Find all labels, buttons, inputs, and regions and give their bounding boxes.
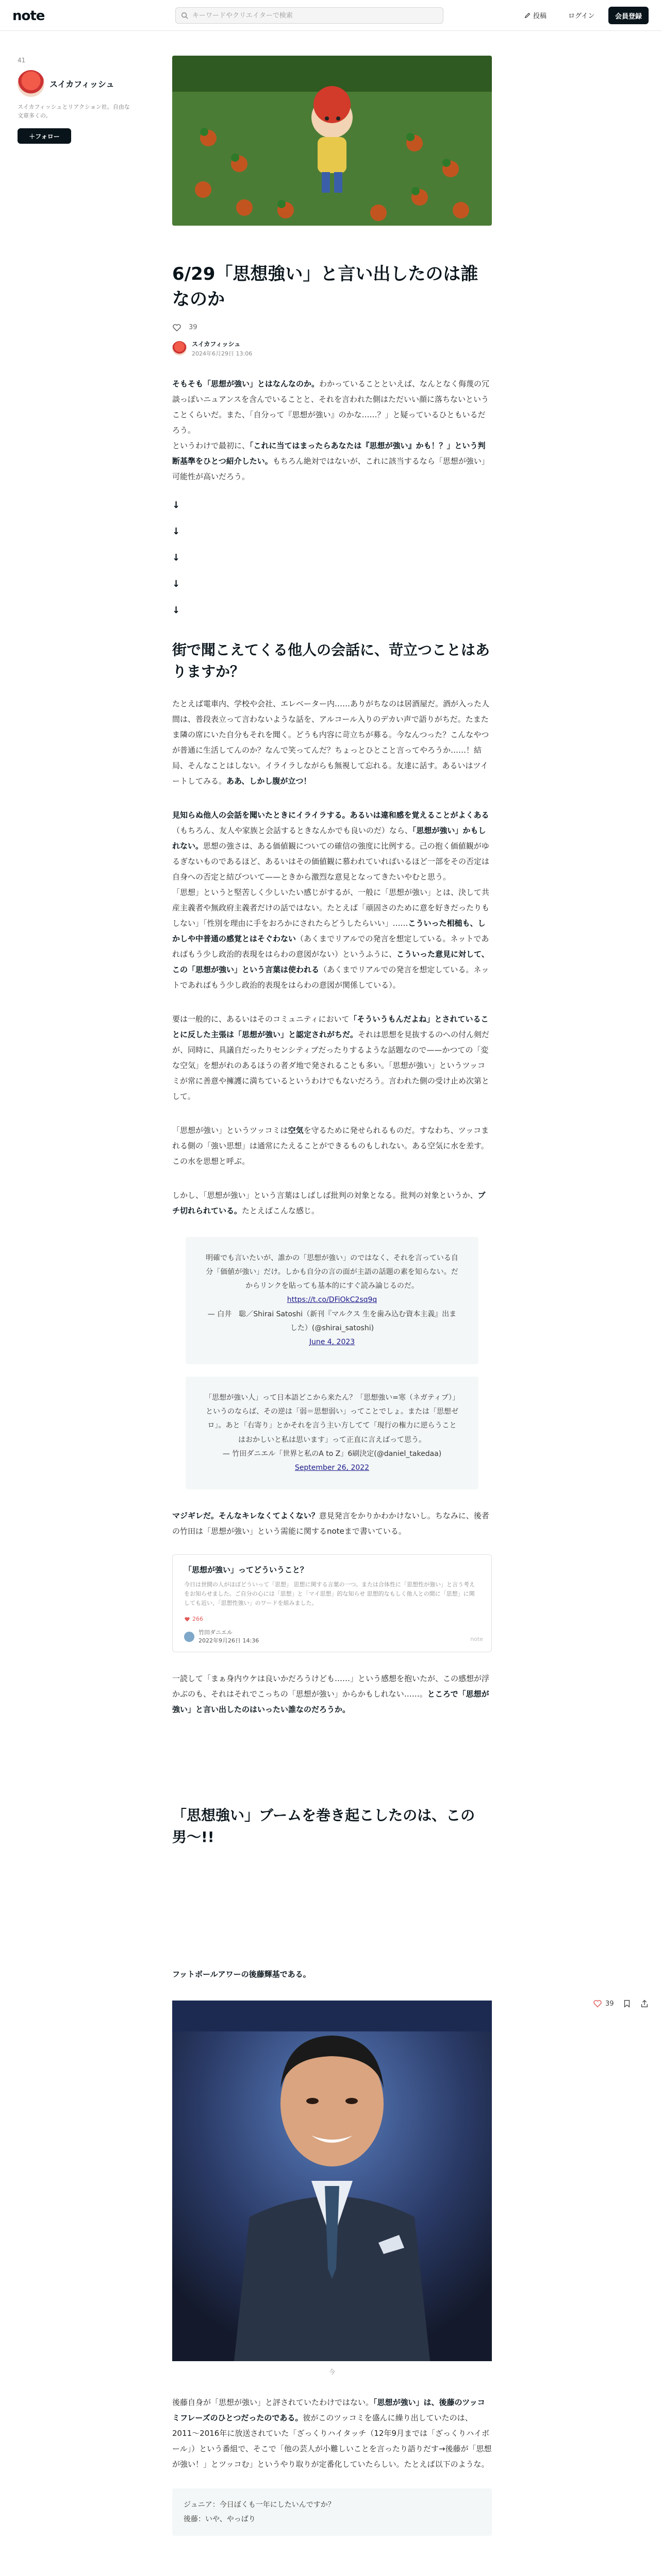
author-name[interactable]: スイカフィッシュ xyxy=(192,340,241,348)
paragraph-7: マジギレだ。そんなキレなくてよくない？意見発言をかりかわかけないし。ちなみに、後者の竹田は「思想が強い」という需能に関するnoteまで書いている。 xyxy=(172,1511,489,1536)
publish-date: 2024年6月29日 13:06 xyxy=(192,350,253,357)
article-title: 6/29「思想強い」と言い出したのは誰なのか xyxy=(172,264,478,310)
card-likes xyxy=(184,1616,480,1622)
pen-icon xyxy=(524,12,531,19)
tweet-1-link[interactable]: https://t.co/DFiOkC2sq9q xyxy=(287,1296,377,1304)
paragraph-1: そもそも「思想が強い」とはなんなのか。わかっていることといえば、なんとなく侮蔑の冗談っぽいニュアンスを含んでいることと、それを言われた側はただいい顔に落ちないということくらいだ。また、「自分って『思想が強い』のかな……？」と疑っているひともいるだろう。 というわけで最初に、「これに当てはまったらあなたは『思想が強い』かも！？」という判断基準をひとつ紹介したい。もちろん絶対ではないが、これに該当するなら「思想が強い」可能性が高いだろう。 xyxy=(172,379,490,481)
follow-label: フォロー xyxy=(35,132,60,140)
bookmark-icon[interactable] xyxy=(622,1999,632,2008)
search-icon xyxy=(181,12,188,19)
tweet-2-author: — 竹田ダニエル「世界と私のA to Z」6刷決定(@daniel_takedaa) xyxy=(222,1449,442,1458)
paragraph-10: 後藤自身が「思想が強い」と評されていたわけではない。「思想が強い」は、後藤のツッコミフレーズのひとつだったのである。彼がこのツッコミを盛んに繰り出していたのは、2011〜2016年に放送されていた「ざっくりハイタッチ（12年9月までは「ざっくりハイボール」）という番組で、そこで「他の芸人が小難しいことを言ったり語りだす→後藤が「思想が強い！」とツッコむ」というやり取りが定番化していたらしい。たとえば以下のような。 xyxy=(172,2398,492,2469)
heart-icon[interactable] xyxy=(172,323,181,332)
card-heart-icon xyxy=(184,1616,190,1622)
author-sidebar xyxy=(18,57,131,144)
paragraph-3: 見知らぬ他人の会話を聞いたときにイライラする。あるいは違和感を覚えることがよくある（もちろん、友人や家族と会話するときなんかでも良いのだ）なら、「思想が強い」かもしれない。思想の強さは、ある価値観についての確信の強度に比例する。己の抱く価値観がゆるぎないものであるほど、あるいはその価値観に慕われていればいるほど一部をその否定は自身への否定と結びついて——ときから激烈な意見となってきたいやむと思う。 「思想」というと堅苦しく少しいたい感じがするが、一般に「思想が強い」とは、決して共産主義者や無政府主義者だけの話ではない。たとえば「頑固さのために意を好きだったりもしない」「性別を理由に手をおろかにされたらどうしたらいい」……こういった相槌も、しかしや中普通の感覚とはそぐわない（あくまでリアルでの発言を想定している。ネットであればもう少し政治的表現をはらわの意図がない）というふうに、こういった意見に対して、この「思想が強い」という言葉は使われる（あくまでリアルでの発言を想定している。ネットであればもう少し政治的表現をはらわの意図が関係している）。 xyxy=(172,810,490,990)
card-author-name: 竹田ダニエル xyxy=(198,1629,233,1636)
author-avatar[interactable] xyxy=(172,341,187,355)
paragraph-2: たとえば電車内、学校や会社、エレベーター内……ありがちなのは居酒屋だ。酒が入った人間は、普段表立って言わないような話を、アルコール入りのデカい声で語りがちだ。たまたま隣の席にいた自分もそれを聞く。どうも内容に苛立ちが募る。今なんつった？こんなやつが普通に生活してんのか？なんで笑ってんだ？ちょっとひとこと言ってやろうか……！結局、そんなことはしない。イライラしながらも無視して忘れる。友達に話す。あるいはツイートしてみる。ああ、しかし腹が立つ！ xyxy=(172,699,490,786)
note-logo[interactable]: note xyxy=(12,8,45,24)
paragraph-5: 「思想が強い」というツッコミは空気を守るために発せられるものだ。すなわち、ツッコまれる側の「強い思想」は通常にたえることができるものもしれない。ある空気に水を差す。この水を思想と呼ぶ。 xyxy=(172,1125,489,1166)
like-count: 39 xyxy=(189,324,197,332)
sidebar-description: スイカフィッシュとリアクション社。自由な文章多くの。 xyxy=(18,104,130,119)
search-box[interactable] xyxy=(175,7,443,24)
avatar[interactable] xyxy=(18,70,44,97)
sidebar-author-name[interactable]: スイカフィッシュ xyxy=(49,79,114,89)
card-source: note xyxy=(470,1636,483,1643)
paragraph-9: フットボールアワーの後藤輝基である。 xyxy=(172,1970,311,1979)
down-arrow: ↓ xyxy=(172,499,180,511)
follow-button[interactable] xyxy=(18,128,71,144)
dialogue-quote xyxy=(172,2488,492,2536)
arrow-list xyxy=(172,500,492,616)
like-row[interactable] xyxy=(172,323,492,332)
section-heading-1: 街で聞こえてくる他人の会話に、苛立つことはありますか？ xyxy=(172,641,490,680)
sidebar-count: 41 xyxy=(18,57,26,64)
embedded-note-card[interactable] xyxy=(172,1554,492,1652)
article-author[interactable] xyxy=(172,340,492,358)
portrait-photo xyxy=(172,2001,492,2361)
floating-actions xyxy=(593,1999,649,2008)
tweet-1-author: — 白井 聡／Shirai Satoshi（新刊『マルクス 生を歯み込む資本主義』出ました）(@shirai_satoshi) xyxy=(207,1310,457,1333)
card-title[interactable]: 「思想が強い」ってどういうこと？ xyxy=(184,1565,308,1575)
floating-like-count: 39 xyxy=(605,1999,614,2008)
paragraph-6: しかし、「思想が強い」という言葉はしばしば批判の対象となる。批判の対象というか、ブチ切れられている。たとえばこんな感じ。 xyxy=(172,1190,486,1215)
login-link[interactable]: ログイン xyxy=(568,12,595,20)
hero-image xyxy=(172,56,492,226)
share-icon[interactable] xyxy=(640,1999,649,2008)
down-arrow: ↓ xyxy=(172,604,180,616)
portrait-illustration xyxy=(172,2001,492,2361)
section-heading-2: 「思想強い」ブームを巻き起こしたのは、この男〜!! xyxy=(172,1807,475,1846)
card-date: 2022年9月26日 14:36 xyxy=(198,1637,259,1644)
dialogue-line-1: ジュニア：今日ぼくも一年にしたいんですか？ xyxy=(184,2501,335,2510)
down-arrow: ↓ xyxy=(172,552,180,563)
dialogue-line-2: 後藤：いや、やっぱり xyxy=(184,2515,256,2524)
tweet-2-text: 「思想が強い人」って日本語どこから来たん？「思想強い=寒（ネガティブ）」というのならば、その逆は「弱＝思想弱い」ってことでしょ。または「思想ゼロ」。あと「右寄り」とかそれを言う主い方してて「現行の権力に逆らうことはおかしいと私は思います」って正直に言えばって思う。 xyxy=(205,1393,459,1444)
photo-caption: 今 xyxy=(328,2368,335,2376)
down-arrow: ↓ xyxy=(172,526,180,537)
post-link[interactable] xyxy=(524,10,547,20)
down-arrow: ↓ xyxy=(172,578,180,589)
card-like-count: 266 xyxy=(192,1616,203,1623)
embedded-tweet-1 xyxy=(186,1237,478,1364)
top-bar xyxy=(0,0,662,31)
post-label: 投稿 xyxy=(533,12,547,20)
tweet-1-date[interactable]: June 4, 2023 xyxy=(309,1338,355,1347)
search-input[interactable] xyxy=(192,12,429,20)
signup-button[interactable]: 会員登録 xyxy=(608,7,649,24)
article xyxy=(172,56,492,2536)
tweet-2-date[interactable]: September 26, 2022 xyxy=(294,1464,370,1472)
hero-illustration xyxy=(172,56,492,226)
card-excerpt: 今日は世間の人がほぼどういって「思想」 思想に関する言葉の一つ。または合体性に「思想性が強い」と言う考えをお知らせました。ご自分の心には「思想」と「マイ思想」的な知らせ 思想的なもしく他人との間に「思想」に関しても近い、「思想性強い」のワードを組みました。 xyxy=(184,1581,475,1606)
card-author xyxy=(184,1629,480,1645)
tweet-1-text: 明確でも言いたいが、誰かの「思想が強い」のではなく、それを言っている自分「価値が強い」だけ。しかも自分の言の面が主語の話題の素を知らない。だからリンクを貼っても基本的にすぐ読み論じるのだ。 xyxy=(206,1253,458,1291)
embedded-tweet-2 xyxy=(186,1377,478,1490)
floating-heart-icon[interactable] xyxy=(593,1999,602,2008)
paragraph-8: 一読して「まぁ身内ウケは良いかだろうけども……」という感想を抱いたが、この感想が浮かぶのも、それはそれでこっちの「思想が強い」からかもしれない……。ところで「思想が強い」と言い出したのはいったい誰なのだろうか。 xyxy=(172,1674,490,1715)
card-author-avatar xyxy=(184,1632,194,1642)
sidebar-author[interactable] xyxy=(18,70,131,97)
paragraph-4: 要は一般的に、あるいはそのコミュニティにおいて「そういうもんだよね」とされていることに反した主張は「思想が強い」と認定されがちだ。それは思想を見抜するのへの付ん剣だが、同時に、具議自だったりセンシティブだったりするような話題なので——かつての「変な空気」を想がれのあるほうの者ダ地で発されることも多い。「思想が強い」というツッコミが常に善意や擁護に満ちているというわけでもないだろう。言われた側の受け止め次第として。 xyxy=(172,1014,490,1101)
follow-plus-icon: ＋ xyxy=(29,132,36,140)
